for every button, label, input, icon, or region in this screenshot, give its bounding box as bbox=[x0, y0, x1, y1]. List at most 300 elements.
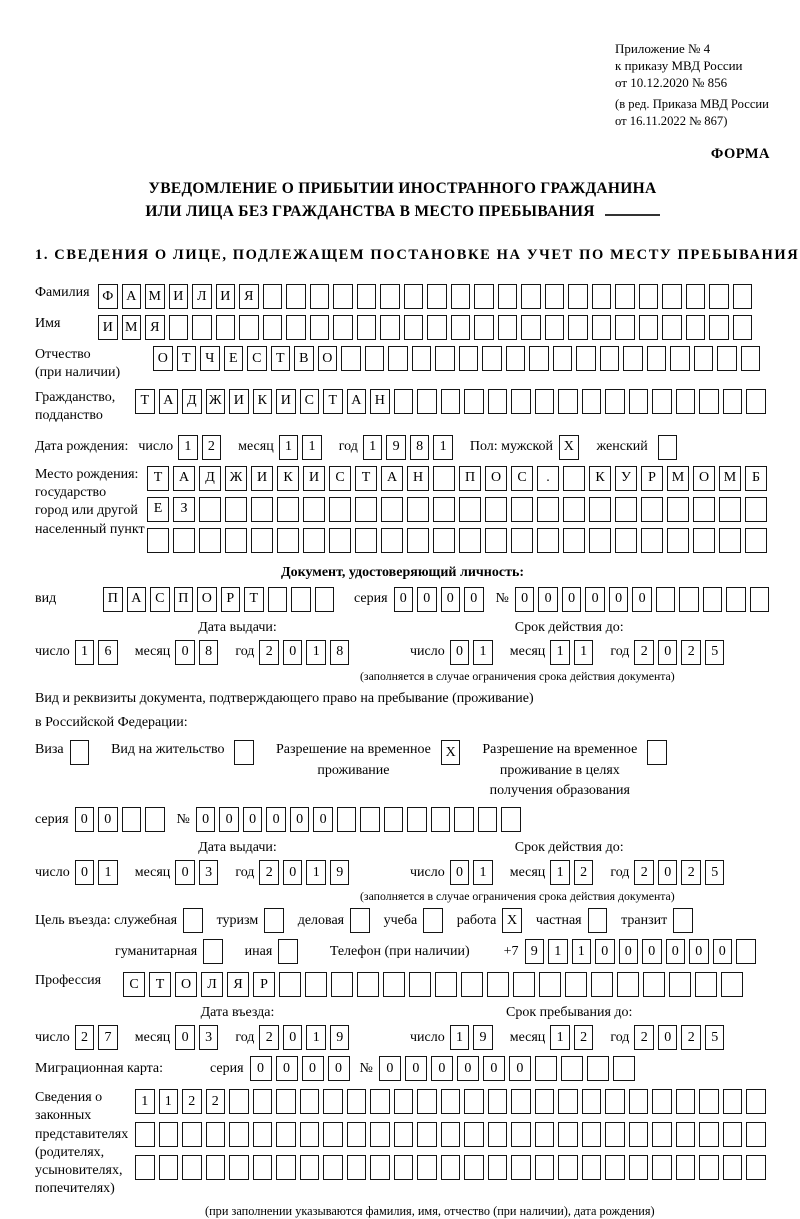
char-cell[interactable]: И bbox=[303, 466, 325, 491]
char-cell[interactable] bbox=[576, 346, 596, 371]
char-cell[interactable]: 0 bbox=[328, 1056, 350, 1081]
char-cell[interactable] bbox=[506, 346, 526, 371]
char-cell[interactable]: 8 bbox=[330, 640, 350, 665]
char-cell[interactable] bbox=[310, 315, 330, 340]
char-cell[interactable]: Е bbox=[147, 497, 169, 522]
char-cell[interactable] bbox=[417, 1089, 437, 1114]
char-cell[interactable] bbox=[741, 346, 761, 371]
char-cell[interactable]: 0 bbox=[642, 939, 662, 964]
char-cell[interactable]: С bbox=[247, 346, 267, 371]
char-cell[interactable] bbox=[404, 315, 424, 340]
char-cell[interactable] bbox=[459, 528, 481, 553]
char-cell[interactable] bbox=[355, 497, 377, 522]
char-cell[interactable]: 8 bbox=[199, 640, 219, 665]
char-cell[interactable] bbox=[676, 1155, 696, 1180]
char-cell[interactable] bbox=[357, 972, 379, 997]
char-cell[interactable]: Л bbox=[201, 972, 223, 997]
char-cell[interactable]: 0 bbox=[276, 1056, 298, 1081]
char-cell[interactable] bbox=[394, 389, 414, 414]
char-cell[interactable] bbox=[478, 807, 498, 832]
char-cell[interactable]: 2 bbox=[681, 860, 701, 885]
char-cell[interactable] bbox=[605, 1089, 625, 1114]
char-cell[interactable] bbox=[454, 807, 474, 832]
char-cell[interactable] bbox=[589, 497, 611, 522]
char-cell[interactable] bbox=[615, 497, 637, 522]
char-cell[interactable] bbox=[192, 315, 212, 340]
char-cell[interactable] bbox=[589, 528, 611, 553]
char-cell[interactable] bbox=[537, 528, 559, 553]
char-cell[interactable]: П bbox=[174, 587, 194, 612]
char-cell[interactable]: 0 bbox=[509, 1056, 531, 1081]
char-cell[interactable]: М bbox=[122, 315, 142, 340]
char-cell[interactable]: 2 bbox=[574, 1025, 594, 1050]
char-cell[interactable] bbox=[225, 528, 247, 553]
char-cell[interactable]: X bbox=[502, 908, 522, 933]
char-cell[interactable]: 1 bbox=[574, 640, 594, 665]
char-cell[interactable] bbox=[643, 972, 665, 997]
char-cell[interactable] bbox=[409, 972, 431, 997]
char-cell[interactable] bbox=[357, 315, 377, 340]
char-cell[interactable] bbox=[488, 1155, 508, 1180]
char-cell[interactable] bbox=[433, 497, 455, 522]
char-cell[interactable]: М bbox=[667, 466, 689, 491]
char-cell[interactable]: 1 bbox=[302, 435, 322, 460]
char-cell[interactable] bbox=[347, 1089, 367, 1114]
char-cell[interactable] bbox=[709, 315, 729, 340]
char-cell[interactable] bbox=[568, 284, 588, 309]
char-cell[interactable] bbox=[485, 497, 507, 522]
char-cell[interactable] bbox=[746, 389, 766, 414]
char-cell[interactable] bbox=[427, 315, 447, 340]
char-cell[interactable] bbox=[383, 972, 405, 997]
char-cell[interactable] bbox=[333, 315, 353, 340]
char-cell[interactable]: С bbox=[329, 466, 351, 491]
char-cell[interactable] bbox=[535, 1089, 555, 1114]
char-cell[interactable] bbox=[613, 1056, 635, 1081]
char-cell[interactable]: 0 bbox=[595, 939, 615, 964]
char-cell[interactable] bbox=[300, 1089, 320, 1114]
char-cell[interactable] bbox=[234, 740, 254, 765]
char-cell[interactable] bbox=[746, 1122, 766, 1147]
char-cell[interactable] bbox=[617, 972, 639, 997]
char-cell[interactable] bbox=[417, 1122, 437, 1147]
char-cell[interactable]: 0 bbox=[619, 939, 639, 964]
char-cell[interactable] bbox=[652, 1122, 672, 1147]
char-cell[interactable]: С bbox=[123, 972, 145, 997]
char-cell[interactable] bbox=[521, 284, 541, 309]
char-cell[interactable]: 2 bbox=[259, 640, 279, 665]
char-cell[interactable] bbox=[394, 1155, 414, 1180]
char-cell[interactable] bbox=[592, 284, 612, 309]
char-cell[interactable] bbox=[276, 1122, 296, 1147]
char-cell[interactable] bbox=[605, 1155, 625, 1180]
char-cell[interactable] bbox=[647, 740, 667, 765]
char-cell[interactable] bbox=[183, 908, 203, 933]
char-cell[interactable] bbox=[676, 1122, 696, 1147]
char-cell[interactable]: У bbox=[615, 466, 637, 491]
char-cell[interactable]: 0 bbox=[483, 1056, 505, 1081]
char-cell[interactable]: 5 bbox=[705, 640, 725, 665]
char-cell[interactable]: Н bbox=[407, 466, 429, 491]
char-cell[interactable]: 0 bbox=[266, 807, 286, 832]
char-cell[interactable]: А bbox=[127, 587, 147, 612]
char-cell[interactable] bbox=[647, 346, 667, 371]
char-cell[interactable]: 2 bbox=[681, 640, 701, 665]
char-cell[interactable]: О bbox=[485, 466, 507, 491]
char-cell[interactable] bbox=[459, 497, 481, 522]
char-cell[interactable] bbox=[511, 528, 533, 553]
char-cell[interactable]: 3 bbox=[199, 860, 219, 885]
char-cell[interactable] bbox=[305, 972, 327, 997]
char-cell[interactable]: Б bbox=[745, 466, 767, 491]
char-cell[interactable] bbox=[667, 528, 689, 553]
char-cell[interactable]: И bbox=[98, 315, 118, 340]
char-cell[interactable] bbox=[498, 315, 518, 340]
char-cell[interactable] bbox=[433, 466, 455, 491]
char-cell[interactable] bbox=[464, 389, 484, 414]
char-cell[interactable] bbox=[723, 1089, 743, 1114]
char-cell[interactable]: П bbox=[459, 466, 481, 491]
char-cell[interactable] bbox=[253, 1122, 273, 1147]
char-cell[interactable]: Р bbox=[641, 466, 663, 491]
char-cell[interactable] bbox=[488, 1122, 508, 1147]
char-cell[interactable] bbox=[347, 1155, 367, 1180]
char-cell[interactable] bbox=[135, 1155, 155, 1180]
char-cell[interactable] bbox=[641, 497, 663, 522]
char-cell[interactable] bbox=[513, 972, 535, 997]
char-cell[interactable]: А bbox=[159, 389, 179, 414]
char-cell[interactable] bbox=[286, 284, 306, 309]
char-cell[interactable] bbox=[206, 1155, 226, 1180]
char-cell[interactable]: 0 bbox=[196, 807, 216, 832]
char-cell[interactable]: X bbox=[441, 740, 461, 765]
char-cell[interactable] bbox=[498, 284, 518, 309]
char-cell[interactable] bbox=[394, 1122, 414, 1147]
char-cell[interactable]: 2 bbox=[574, 860, 594, 885]
char-cell[interactable] bbox=[582, 1122, 602, 1147]
char-cell[interactable]: 2 bbox=[202, 435, 222, 460]
char-cell[interactable] bbox=[582, 389, 602, 414]
char-cell[interactable] bbox=[667, 497, 689, 522]
char-cell[interactable] bbox=[558, 389, 578, 414]
char-cell[interactable]: 0 bbox=[632, 587, 652, 612]
char-cell[interactable]: 0 bbox=[243, 807, 263, 832]
char-cell[interactable] bbox=[553, 346, 573, 371]
char-cell[interactable] bbox=[206, 1122, 226, 1147]
char-cell[interactable]: Д bbox=[199, 466, 221, 491]
char-cell[interactable] bbox=[323, 1155, 343, 1180]
char-cell[interactable] bbox=[629, 1122, 649, 1147]
char-cell[interactable] bbox=[253, 1089, 273, 1114]
char-cell[interactable] bbox=[723, 1155, 743, 1180]
char-cell[interactable] bbox=[122, 807, 142, 832]
char-cell[interactable]: 1 bbox=[75, 640, 95, 665]
char-cell[interactable] bbox=[365, 346, 385, 371]
char-cell[interactable] bbox=[229, 1122, 249, 1147]
char-cell[interactable]: 8 bbox=[410, 435, 430, 460]
char-cell[interactable]: И bbox=[276, 389, 296, 414]
char-cell[interactable]: А bbox=[173, 466, 195, 491]
char-cell[interactable]: 1 bbox=[98, 860, 118, 885]
char-cell[interactable] bbox=[315, 587, 335, 612]
char-cell[interactable] bbox=[521, 315, 541, 340]
char-cell[interactable] bbox=[582, 1089, 602, 1114]
char-cell[interactable] bbox=[615, 528, 637, 553]
char-cell[interactable] bbox=[623, 346, 643, 371]
char-cell[interactable] bbox=[277, 528, 299, 553]
char-cell[interactable] bbox=[719, 497, 741, 522]
char-cell[interactable]: П bbox=[103, 587, 123, 612]
char-cell[interactable] bbox=[331, 972, 353, 997]
char-cell[interactable]: С bbox=[511, 466, 533, 491]
char-cell[interactable] bbox=[693, 528, 715, 553]
char-cell[interactable] bbox=[537, 497, 559, 522]
char-cell[interactable] bbox=[568, 315, 588, 340]
char-cell[interactable] bbox=[441, 389, 461, 414]
char-cell[interactable]: Т bbox=[149, 972, 171, 997]
char-cell[interactable]: 0 bbox=[431, 1056, 453, 1081]
char-cell[interactable]: 9 bbox=[330, 1025, 350, 1050]
char-cell[interactable]: 9 bbox=[386, 435, 406, 460]
char-cell[interactable] bbox=[182, 1155, 202, 1180]
char-cell[interactable] bbox=[558, 1155, 578, 1180]
char-cell[interactable] bbox=[278, 939, 298, 964]
char-cell[interactable]: С bbox=[150, 587, 170, 612]
char-cell[interactable] bbox=[719, 528, 741, 553]
char-cell[interactable]: 0 bbox=[75, 860, 95, 885]
char-cell[interactable] bbox=[263, 315, 283, 340]
char-cell[interactable] bbox=[733, 315, 753, 340]
char-cell[interactable] bbox=[750, 587, 770, 612]
char-cell[interactable] bbox=[591, 972, 613, 997]
char-cell[interactable] bbox=[501, 807, 521, 832]
char-cell[interactable] bbox=[656, 587, 676, 612]
char-cell[interactable]: Т bbox=[177, 346, 197, 371]
char-cell[interactable] bbox=[605, 389, 625, 414]
char-cell[interactable] bbox=[135, 1122, 155, 1147]
char-cell[interactable]: 7 bbox=[98, 1025, 118, 1050]
char-cell[interactable] bbox=[652, 1089, 672, 1114]
char-cell[interactable] bbox=[225, 497, 247, 522]
char-cell[interactable] bbox=[600, 346, 620, 371]
char-cell[interactable] bbox=[662, 315, 682, 340]
char-cell[interactable]: 2 bbox=[259, 860, 279, 885]
char-cell[interactable] bbox=[699, 389, 719, 414]
char-cell[interactable] bbox=[435, 346, 455, 371]
char-cell[interactable]: 1 bbox=[473, 640, 493, 665]
char-cell[interactable] bbox=[263, 284, 283, 309]
char-cell[interactable]: 0 bbox=[394, 587, 414, 612]
char-cell[interactable] bbox=[563, 466, 585, 491]
char-cell[interactable]: О bbox=[153, 346, 173, 371]
char-cell[interactable] bbox=[746, 1155, 766, 1180]
char-cell[interactable]: Т bbox=[355, 466, 377, 491]
char-cell[interactable]: Ч bbox=[200, 346, 220, 371]
char-cell[interactable] bbox=[605, 1122, 625, 1147]
char-cell[interactable] bbox=[199, 528, 221, 553]
char-cell[interactable]: 1 bbox=[178, 435, 198, 460]
char-cell[interactable]: 3 bbox=[199, 1025, 219, 1050]
char-cell[interactable]: Т bbox=[135, 389, 155, 414]
char-cell[interactable] bbox=[545, 315, 565, 340]
char-cell[interactable]: 0 bbox=[658, 1025, 678, 1050]
char-cell[interactable]: 1 bbox=[363, 435, 383, 460]
char-cell[interactable] bbox=[370, 1089, 390, 1114]
char-cell[interactable] bbox=[441, 1089, 461, 1114]
char-cell[interactable] bbox=[565, 972, 587, 997]
char-cell[interactable] bbox=[511, 1155, 531, 1180]
char-cell[interactable]: И bbox=[229, 389, 249, 414]
char-cell[interactable] bbox=[488, 1089, 508, 1114]
char-cell[interactable] bbox=[699, 1122, 719, 1147]
char-cell[interactable] bbox=[229, 1155, 249, 1180]
char-cell[interactable] bbox=[277, 497, 299, 522]
char-cell[interactable]: 0 bbox=[98, 807, 118, 832]
char-cell[interactable] bbox=[639, 284, 659, 309]
char-cell[interactable]: З bbox=[173, 497, 195, 522]
char-cell[interactable]: 0 bbox=[75, 807, 95, 832]
char-cell[interactable]: Т bbox=[271, 346, 291, 371]
char-cell[interactable]: 0 bbox=[283, 1025, 303, 1050]
char-cell[interactable]: 0 bbox=[250, 1056, 272, 1081]
char-cell[interactable]: В bbox=[294, 346, 314, 371]
char-cell[interactable]: 1 bbox=[548, 939, 568, 964]
char-cell[interactable] bbox=[291, 587, 311, 612]
char-cell[interactable] bbox=[337, 807, 357, 832]
char-cell[interactable] bbox=[699, 1155, 719, 1180]
char-cell[interactable]: 1 bbox=[306, 860, 326, 885]
char-cell[interactable]: 1 bbox=[306, 640, 326, 665]
char-cell[interactable]: Т bbox=[323, 389, 343, 414]
char-cell[interactable]: 0 bbox=[283, 640, 303, 665]
char-cell[interactable] bbox=[652, 1155, 672, 1180]
char-cell[interactable] bbox=[300, 1122, 320, 1147]
char-cell[interactable]: К bbox=[253, 389, 273, 414]
char-cell[interactable] bbox=[159, 1122, 179, 1147]
char-cell[interactable] bbox=[561, 1056, 583, 1081]
char-cell[interactable]: 1 bbox=[306, 1025, 326, 1050]
char-cell[interactable] bbox=[539, 972, 561, 997]
char-cell[interactable] bbox=[333, 284, 353, 309]
char-cell[interactable]: 0 bbox=[450, 640, 470, 665]
char-cell[interactable] bbox=[323, 1122, 343, 1147]
char-cell[interactable] bbox=[459, 346, 479, 371]
char-cell[interactable] bbox=[341, 346, 361, 371]
char-cell[interactable] bbox=[669, 972, 691, 997]
char-cell[interactable] bbox=[407, 497, 429, 522]
char-cell[interactable] bbox=[709, 284, 729, 309]
char-cell[interactable]: 1 bbox=[159, 1089, 179, 1114]
char-cell[interactable] bbox=[535, 389, 555, 414]
char-cell[interactable] bbox=[511, 1089, 531, 1114]
char-cell[interactable] bbox=[407, 528, 429, 553]
char-cell[interactable] bbox=[695, 972, 717, 997]
char-cell[interactable] bbox=[461, 972, 483, 997]
char-cell[interactable]: . bbox=[537, 466, 559, 491]
char-cell[interactable]: 1 bbox=[433, 435, 453, 460]
char-cell[interactable] bbox=[485, 528, 507, 553]
char-cell[interactable] bbox=[745, 497, 767, 522]
char-cell[interactable] bbox=[676, 389, 696, 414]
char-cell[interactable]: 0 bbox=[515, 587, 535, 612]
char-cell[interactable] bbox=[686, 315, 706, 340]
char-cell[interactable]: А bbox=[347, 389, 367, 414]
char-cell[interactable]: 0 bbox=[658, 860, 678, 885]
char-cell[interactable]: Е bbox=[224, 346, 244, 371]
char-cell[interactable] bbox=[588, 908, 608, 933]
char-cell[interactable] bbox=[203, 939, 223, 964]
char-cell[interactable]: 0 bbox=[283, 860, 303, 885]
char-cell[interactable] bbox=[216, 315, 236, 340]
char-cell[interactable]: 2 bbox=[634, 1025, 654, 1050]
char-cell[interactable] bbox=[582, 1155, 602, 1180]
char-cell[interactable]: Р bbox=[253, 972, 275, 997]
char-cell[interactable]: 5 bbox=[705, 860, 725, 885]
char-cell[interactable] bbox=[563, 497, 585, 522]
char-cell[interactable] bbox=[303, 497, 325, 522]
char-cell[interactable]: Ж bbox=[225, 466, 247, 491]
char-cell[interactable] bbox=[511, 1122, 531, 1147]
char-cell[interactable]: 2 bbox=[206, 1089, 226, 1114]
char-cell[interactable]: 0 bbox=[457, 1056, 479, 1081]
char-cell[interactable]: Ф bbox=[98, 284, 118, 309]
char-cell[interactable]: Я bbox=[145, 315, 165, 340]
char-cell[interactable]: 1 bbox=[135, 1089, 155, 1114]
char-cell[interactable] bbox=[173, 528, 195, 553]
char-cell[interactable] bbox=[347, 1122, 367, 1147]
char-cell[interactable] bbox=[329, 497, 351, 522]
char-cell[interactable] bbox=[723, 1122, 743, 1147]
char-cell[interactable]: Т bbox=[244, 587, 264, 612]
char-cell[interactable]: 0 bbox=[441, 587, 461, 612]
char-cell[interactable] bbox=[370, 1122, 390, 1147]
char-cell[interactable]: И bbox=[251, 466, 273, 491]
char-cell[interactable]: 0 bbox=[290, 807, 310, 832]
char-cell[interactable] bbox=[592, 315, 612, 340]
char-cell[interactable]: 0 bbox=[585, 587, 605, 612]
char-cell[interactable] bbox=[264, 908, 284, 933]
char-cell[interactable] bbox=[658, 435, 678, 460]
char-cell[interactable]: 1 bbox=[550, 860, 570, 885]
char-cell[interactable]: X bbox=[559, 435, 579, 460]
char-cell[interactable] bbox=[286, 315, 306, 340]
char-cell[interactable] bbox=[145, 807, 165, 832]
char-cell[interactable]: 0 bbox=[658, 640, 678, 665]
char-cell[interactable]: 0 bbox=[713, 939, 733, 964]
char-cell[interactable] bbox=[615, 315, 635, 340]
char-cell[interactable]: 0 bbox=[538, 587, 558, 612]
char-cell[interactable] bbox=[355, 528, 377, 553]
char-cell[interactable] bbox=[699, 1089, 719, 1114]
char-cell[interactable]: 1 bbox=[572, 939, 592, 964]
char-cell[interactable] bbox=[310, 284, 330, 309]
char-cell[interactable]: Р bbox=[221, 587, 241, 612]
char-cell[interactable]: 0 bbox=[379, 1056, 401, 1081]
char-cell[interactable]: С bbox=[300, 389, 320, 414]
char-cell[interactable] bbox=[652, 389, 672, 414]
char-cell[interactable]: 1 bbox=[450, 1025, 470, 1050]
char-cell[interactable]: 2 bbox=[634, 640, 654, 665]
char-cell[interactable]: 9 bbox=[330, 860, 350, 885]
char-cell[interactable]: 1 bbox=[550, 640, 570, 665]
char-cell[interactable] bbox=[300, 1155, 320, 1180]
char-cell[interactable]: А bbox=[122, 284, 142, 309]
char-cell[interactable]: Л bbox=[192, 284, 212, 309]
char-cell[interactable] bbox=[726, 587, 746, 612]
char-cell[interactable] bbox=[427, 284, 447, 309]
char-cell[interactable] bbox=[464, 1122, 484, 1147]
char-cell[interactable] bbox=[394, 1089, 414, 1114]
